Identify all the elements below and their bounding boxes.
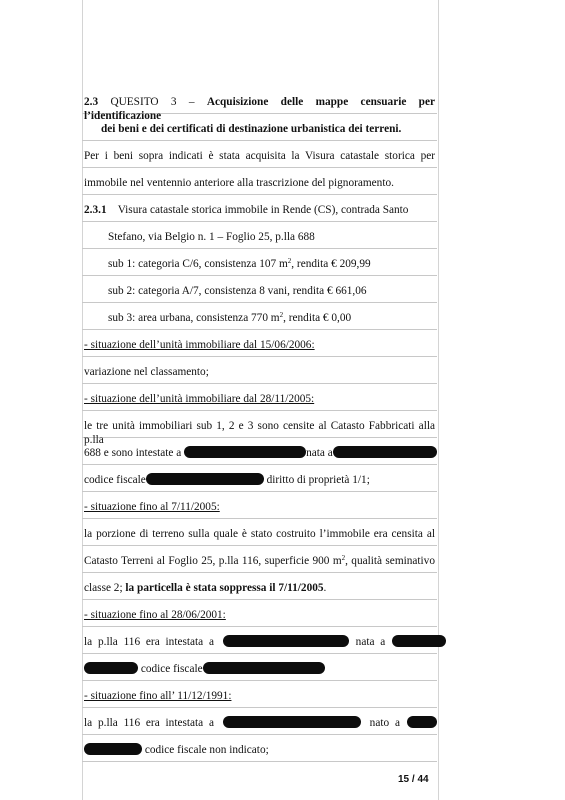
row-rule <box>82 491 437 492</box>
sub3-text: sub 3: area urbana, consistenza 770 m <box>108 312 280 324</box>
intro-line-2: immobile nel ventennio anteriore alla trascrizione del pignoramento. <box>84 177 394 189</box>
row-rule <box>82 599 437 600</box>
row-rule <box>82 356 437 357</box>
sub2-row: sub 2: categoria A/7, consistenza 8 vani, rendita € 661,06 <box>108 285 367 297</box>
superscript: 2 <box>279 311 284 319</box>
owner-text: la p.lla 116 era intestata a <box>84 717 215 729</box>
owner-text: 688 e sono intestate a <box>84 447 182 459</box>
row-rule <box>82 626 437 627</box>
subsection-heading <box>84 203 408 217</box>
redaction-box <box>203 662 325 674</box>
redaction-box <box>407 716 437 728</box>
situation-heading-2: - situazione dell’unità immobiliare dal 28/11/2005: <box>84 393 315 405</box>
situation-3-line-2 <box>84 554 435 568</box>
situation-4-line-2 <box>84 662 325 676</box>
situation-4-line-1 <box>84 635 446 649</box>
sub1-row <box>108 257 371 271</box>
situation-5-line-1 <box>84 716 437 730</box>
situation-2-line-1: le tre unità immobiliari sub 1, 2 e 3 sono censite al Catasto Fabbricati alla p.lla <box>84 420 435 446</box>
redaction-box <box>184 446 306 458</box>
period: . <box>323 582 327 594</box>
row-rule <box>82 464 437 465</box>
row-rule <box>82 707 437 708</box>
redaction-box <box>84 662 138 674</box>
row-rule <box>82 680 437 681</box>
catasto-text: Catasto Terreni al Foglio 25, p.lla 116, superficie 900 m <box>84 555 342 567</box>
situation-3-line-3 <box>84 581 326 595</box>
row-rule <box>82 734 437 735</box>
row-rule <box>82 248 437 249</box>
redaction-box <box>223 716 361 728</box>
row-rule <box>82 329 437 330</box>
superscript: 2 <box>341 554 346 562</box>
row-rule <box>82 194 437 195</box>
row-rule <box>82 221 437 222</box>
section-number: 2.3 <box>84 96 99 108</box>
situation-2-line-3 <box>84 473 370 487</box>
birthplace-text: nato a <box>369 717 400 729</box>
suppression-note: la particella è stata soppressa il 7/11/2005 <box>125 582 324 594</box>
situation-3-line-1: la porzione di terreno sulla quale è stato costruito l’immobile era censita al <box>84 528 435 540</box>
page-number: 15 / 44 <box>398 774 429 785</box>
section-title <box>84 95 435 123</box>
sub1-rendita: , rendita € 209,99 <box>291 258 371 270</box>
situation-heading-1: - situazione dell’unità immobiliare dal 15/06/2006: <box>84 339 315 351</box>
superscript: 2 <box>287 257 292 265</box>
row-rule <box>82 518 437 519</box>
situation-heading-4: - situazione fino al 28/06/2001: <box>84 609 226 621</box>
row-rule <box>82 545 437 546</box>
row-rule <box>82 653 437 654</box>
sub3-row <box>108 311 351 325</box>
fiscal-code-note: codice fiscale non indicato; <box>144 744 269 756</box>
redaction-box <box>223 635 349 647</box>
fiscal-code-label: codice fiscale <box>140 663 203 675</box>
redaction-box <box>392 635 446 647</box>
right-margin-line <box>438 0 439 800</box>
birthplace-text: nata a <box>355 636 386 648</box>
situation-2-line-2 <box>84 446 437 460</box>
row-rule <box>82 761 437 762</box>
situation-heading-3: - situazione fino al 7/11/2005: <box>84 501 220 513</box>
subsection-line-1: Visura catastale storica immobile in Rende (CS), contrada Santo <box>117 204 409 216</box>
redaction-box <box>146 473 264 485</box>
row-rule <box>82 275 437 276</box>
subsection-number: 2.3.1 <box>84 204 107 216</box>
section-title-bold: Acquisizione delle mappe censuarie per l’identificazione <box>84 96 435 122</box>
row-rule <box>82 140 437 141</box>
owner-text: la p.lla 116 era intestata a <box>84 636 215 648</box>
redaction-box <box>333 446 437 458</box>
row-rule <box>82 167 437 168</box>
fiscal-code-label: codice fiscale <box>84 474 146 486</box>
sub1-text: sub 1: categoria C/6, consistenza 107 m <box>108 258 288 270</box>
redaction-box <box>84 743 142 755</box>
section-title-line-2: dei beni e dei certificati di destinazione urbanistica dei terreni. <box>101 123 402 135</box>
section-label: QUESITO 3 – <box>110 96 195 108</box>
birthplace-text: nata a <box>306 447 333 459</box>
row-rule <box>82 410 437 411</box>
row-rule <box>82 302 437 303</box>
situation-5-line-2 <box>84 743 269 757</box>
row-rule <box>82 572 437 573</box>
subsection-line-2: Stefano, via Belgio n. 1 – Foglio 25, p.lla 688 <box>108 231 315 243</box>
row-rule <box>82 383 437 384</box>
situation-text-1: variazione nel classamento; <box>84 366 209 378</box>
quality-text: , qualità seminativo <box>345 555 435 567</box>
intro-line-1: Per i beni sopra indicati è stata acquisita la Visura catastale storica per <box>84 150 435 162</box>
sub3-rendita: , rendita € 0,00 <box>283 312 352 324</box>
situation-heading-5: - situazione fino all’ 11/12/1991: <box>84 690 232 702</box>
ownership-text: diritto di proprietà 1/1; <box>266 474 370 486</box>
class-text: classe 2; <box>84 582 123 594</box>
